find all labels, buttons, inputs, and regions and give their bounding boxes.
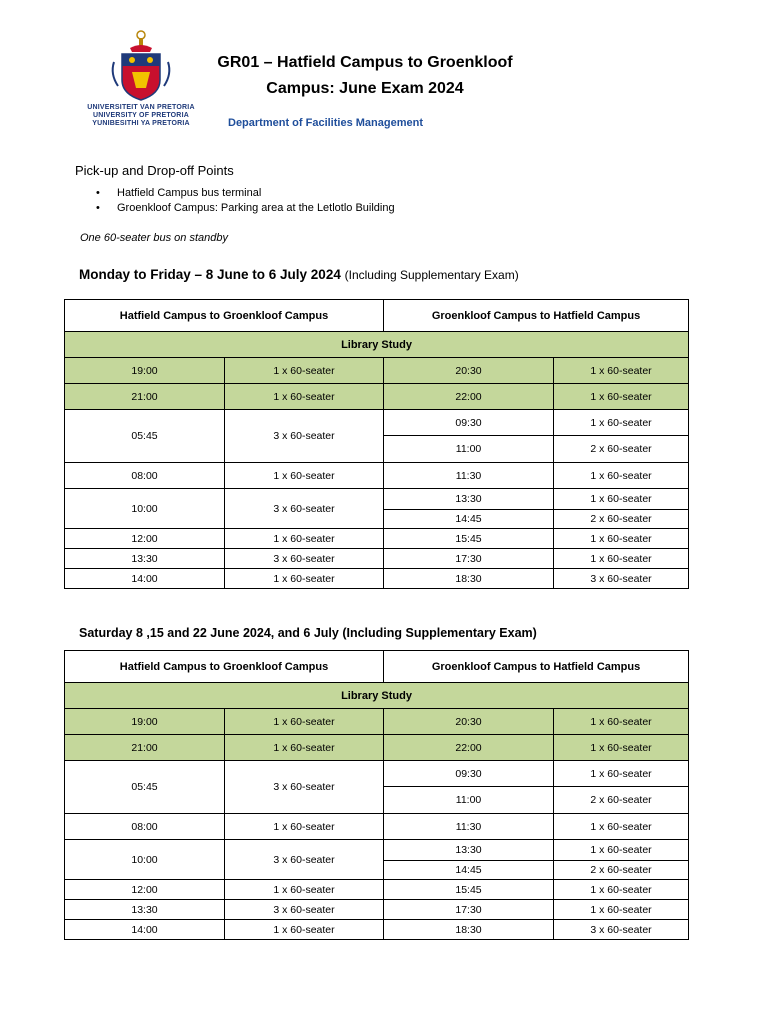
table-row (65, 358, 689, 384)
library-study-row: Library Study (65, 683, 689, 709)
bus-capacity: 3 x 60-seater (225, 900, 384, 920)
return-capacity: 1 x 60-seater (554, 549, 689, 569)
return-time: 11:00 (384, 787, 554, 814)
return-time: 18:30 (384, 569, 554, 589)
departure-time: 12:00 (65, 529, 225, 549)
library-study-row: Library Study (65, 332, 689, 358)
return-time: 14:45 (384, 861, 554, 880)
schedule-table (64, 299, 689, 589)
column-header: Hatfield Campus to Groenkloof Campus (65, 300, 384, 332)
departure-time: 08:00 (65, 463, 225, 489)
table-row (65, 880, 689, 900)
bus-capacity: 3 x 60-seater (225, 840, 384, 880)
return-time: 18:30 (384, 920, 554, 940)
departure-time: 19:00 (65, 709, 225, 735)
return-capacity: 2 x 60-seater (554, 436, 689, 463)
return-capacity: 1 x 60-seater (554, 735, 689, 761)
departure-time: 14:00 (65, 920, 225, 940)
return-capacity: 1 x 60-seater (554, 489, 689, 510)
return-time: 15:45 (384, 880, 554, 900)
table-row (65, 840, 689, 861)
bus-capacity: 1 x 60-seater (225, 569, 384, 589)
bus-capacity: 1 x 60-seater (225, 814, 384, 840)
return-time: 15:45 (384, 529, 554, 549)
return-capacity: 1 x 60-seater (554, 384, 689, 410)
bus-capacity: 3 x 60-seater (225, 549, 384, 569)
departure-time: 13:30 (65, 549, 225, 569)
table-row (65, 761, 689, 787)
departure-time: 14:00 (65, 569, 225, 589)
column-header: Groenkloof Campus to Hatfield Campus (384, 300, 689, 332)
section-title-main: Saturday 8 ,15 and 22 June 2024, and 6 July (Including Supplementary Exam) (79, 626, 537, 640)
bus-capacity: 1 x 60-seater (225, 463, 384, 489)
title-line-1: GR01 – Hatfield Campus to Groenkloof (217, 54, 513, 71)
return-capacity: 1 x 60-seater (554, 410, 689, 436)
return-capacity: 1 x 60-seater (554, 529, 689, 549)
return-time: 09:30 (384, 410, 554, 436)
bus-capacity: 1 x 60-seater (225, 709, 384, 735)
column-header: Groenkloof Campus to Hatfield Campus (384, 651, 689, 683)
return-capacity: 2 x 60-seater (554, 787, 689, 814)
return-time: 20:30 (384, 358, 554, 384)
return-time: 11:30 (384, 814, 554, 840)
table-row (65, 410, 689, 436)
departure-time: 10:00 (65, 840, 225, 880)
bus-capacity: 3 x 60-seater (225, 410, 384, 463)
schedule-table (64, 650, 689, 940)
departure-time: 08:00 (65, 814, 225, 840)
pickup-heading: Pick-up and Drop-off Points (75, 163, 234, 178)
university-line: UNIVERSITY OF PRETORIA (93, 112, 189, 119)
section-title-main: Monday to Friday – 8 June to 6 July 2024 (79, 267, 341, 282)
table-row (65, 709, 689, 735)
return-capacity: 1 x 60-seater (554, 900, 689, 920)
bus-capacity: 3 x 60-seater (225, 761, 384, 814)
pickup-points-list (92, 186, 395, 216)
return-time: 13:30 (384, 489, 554, 510)
bus-capacity: 1 x 60-seater (225, 529, 384, 549)
departure-time: 05:45 (65, 761, 225, 814)
return-capacity: 2 x 60-seater (554, 861, 689, 880)
section-title (79, 626, 537, 640)
return-capacity: 2 x 60-seater (554, 510, 689, 529)
return-time: 22:00 (384, 735, 554, 761)
departure-time: 19:00 (65, 358, 225, 384)
university-line: UNIVERSITEIT VAN PRETORIA (87, 104, 195, 111)
table-row (65, 569, 689, 589)
bus-capacity: 1 x 60-seater (225, 880, 384, 900)
departure-time: 13:30 (65, 900, 225, 920)
return-time: 22:00 (384, 384, 554, 410)
column-header: Hatfield Campus to Groenkloof Campus (65, 651, 384, 683)
return-capacity: 1 x 60-seater (554, 358, 689, 384)
document-title (200, 50, 530, 102)
return-time: 13:30 (384, 840, 554, 861)
bus-capacity: 1 x 60-seater (225, 920, 384, 940)
bus-capacity: 1 x 60-seater (225, 735, 384, 761)
bus-capacity: 1 x 60-seater (225, 384, 384, 410)
university-line: YUNIBESITHI YA PRETORIA (92, 120, 190, 127)
return-time: 17:30 (384, 549, 554, 569)
departure-time: 12:00 (65, 880, 225, 900)
return-capacity: 1 x 60-seater (554, 463, 689, 489)
departure-time: 05:45 (65, 410, 225, 463)
return-capacity: 1 x 60-seater (554, 814, 689, 840)
bus-capacity: 3 x 60-seater (225, 489, 384, 529)
table-row (65, 549, 689, 569)
return-time: 20:30 (384, 709, 554, 735)
university-name (86, 104, 196, 128)
return-time: 14:45 (384, 510, 554, 529)
departure-time: 21:00 (65, 384, 225, 410)
departure-time: 21:00 (65, 735, 225, 761)
return-capacity: 1 x 60-seater (554, 709, 689, 735)
return-capacity: 3 x 60-seater (554, 569, 689, 589)
return-capacity: 1 x 60-seater (554, 880, 689, 900)
return-time: 17:30 (384, 900, 554, 920)
return-time: 09:30 (384, 761, 554, 787)
departure-time: 10:00 (65, 489, 225, 529)
title-line-2: Campus: June Exam 2024 (266, 80, 464, 97)
table-row (65, 463, 689, 489)
table-row (65, 529, 689, 549)
section-title (79, 267, 519, 282)
department-name: Department of Facilities Management (228, 117, 423, 129)
return-time: 11:30 (384, 463, 554, 489)
return-time: 11:00 (384, 436, 554, 463)
section-title-sub: (Including Supplementary Exam) (344, 268, 519, 282)
pickup-point: • Hatfield Campus bus terminal (92, 186, 395, 201)
pickup-point: • Groenkloof Campus: Parking area at the Letlotlo Building (92, 201, 395, 216)
return-capacity: 1 x 60-seater (554, 840, 689, 861)
table-row (65, 814, 689, 840)
standby-note: One 60-seater bus on standby (80, 232, 228, 244)
table-row (65, 920, 689, 940)
table-row (65, 489, 689, 510)
table-row (65, 735, 689, 761)
bus-capacity: 1 x 60-seater (225, 358, 384, 384)
return-capacity: 3 x 60-seater (554, 920, 689, 940)
return-capacity: 1 x 60-seater (554, 761, 689, 787)
table-row (65, 384, 689, 410)
table-row (65, 900, 689, 920)
